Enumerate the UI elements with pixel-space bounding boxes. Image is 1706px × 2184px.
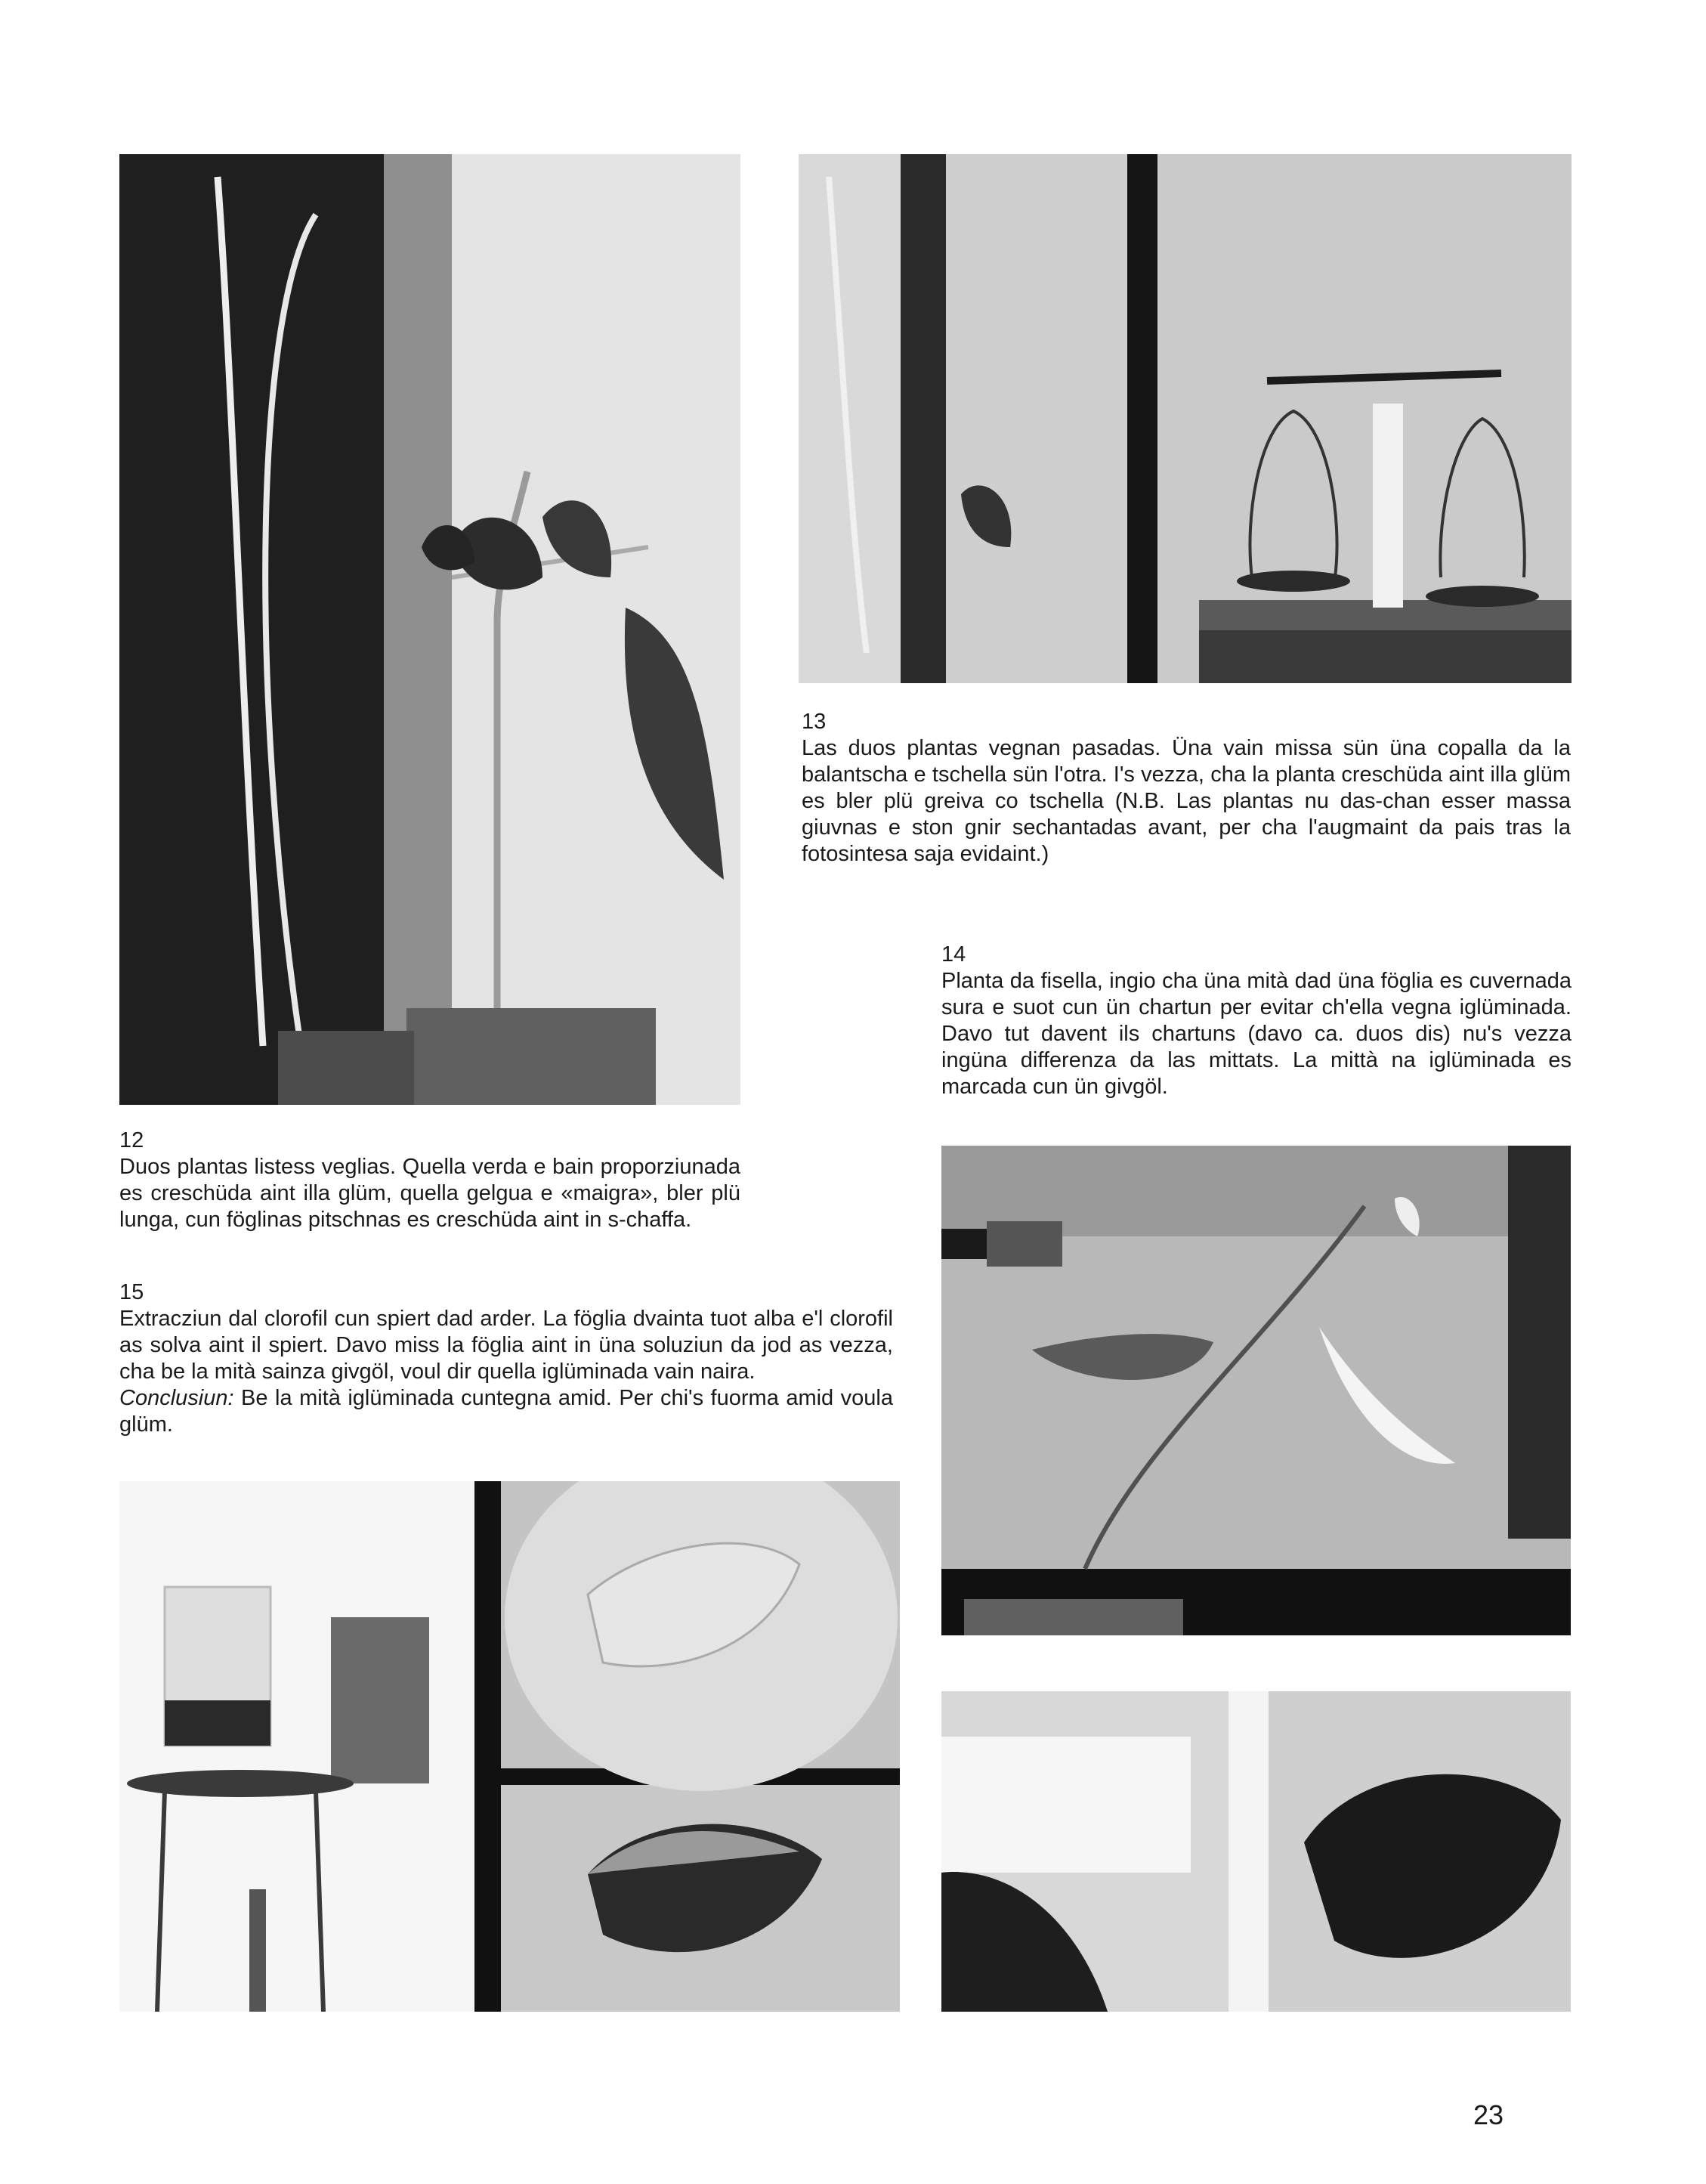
caption-text: Duos plantas listess veglias. Quella verda e bain proporziunada es creschüda aint illa glüm, quella gelgua e «maigra», bler plü lunga, cun föglinas pitschnas es creschüda aint in s-chaffa. — [119, 1155, 740, 1232]
caption-text: Las duos plantas vegnan pasadas. Üna vain missa sün üna copalla da la balantscha e tschella sün l'otra. I's vezza, cha la planta creschüda aint illa glüm es bler plü greiva co tschella (N.B. Las plantas nu das-chan esser massa giuvnas e ston gnir sechantadas avant, per cha l'augmaint da pais tras la fotosintesa saja evidaint.) — [802, 736, 1571, 866]
caption-number: 12 — [119, 1128, 144, 1152]
photo-balance-scale — [799, 154, 1572, 683]
page-number: 23 — [1473, 2099, 1504, 2130]
caption-text: Extracziun dal clorofil cun spiert dad arder. La föglia dvainta tuot alba e'l clorofil as solva aint il spiert. Davo miss la föglia aint in üna soluziun da jod as vezza, cha be la mità sainza givgöl, voul dir quella iglüminada vain naira. — [119, 1307, 893, 1384]
conclusion-label: Conclusiun: — [119, 1386, 234, 1410]
caption-number: 14 — [941, 942, 966, 967]
caption-13 — [802, 709, 1571, 868]
photo-chlorophyll-extraction — [119, 1481, 900, 2012]
caption-15 — [119, 1279, 893, 1438]
photo-two-plants — [119, 154, 740, 1105]
caption-conclusion — [119, 1385, 893, 1438]
photo-leaf-result — [941, 1691, 1571, 2012]
photo-covered-leaf-plant — [941, 1146, 1571, 1635]
caption-12 — [119, 1128, 740, 1233]
caption-number: 13 — [802, 710, 827, 734]
caption-text: Planta da fisella, ingio cha üna mità dad üna föglia es cuvernada sura e suot cun ün chartun per evitar ch'ella vegna iglüminada. Davo tut davent ils chartuns (davo ca. duos dis) nu's vezza ingüna differenza da las mittats. La mittà na iglüminada es marcada cun ün givgöl. — [941, 969, 1572, 1099]
caption-14 — [941, 942, 1572, 1100]
caption-number: 15 — [119, 1280, 144, 1304]
conclusion-text: Be la mità iglüminada cuntegna amid. Per chi's fuorma amid voula glüm. — [119, 1386, 893, 1437]
